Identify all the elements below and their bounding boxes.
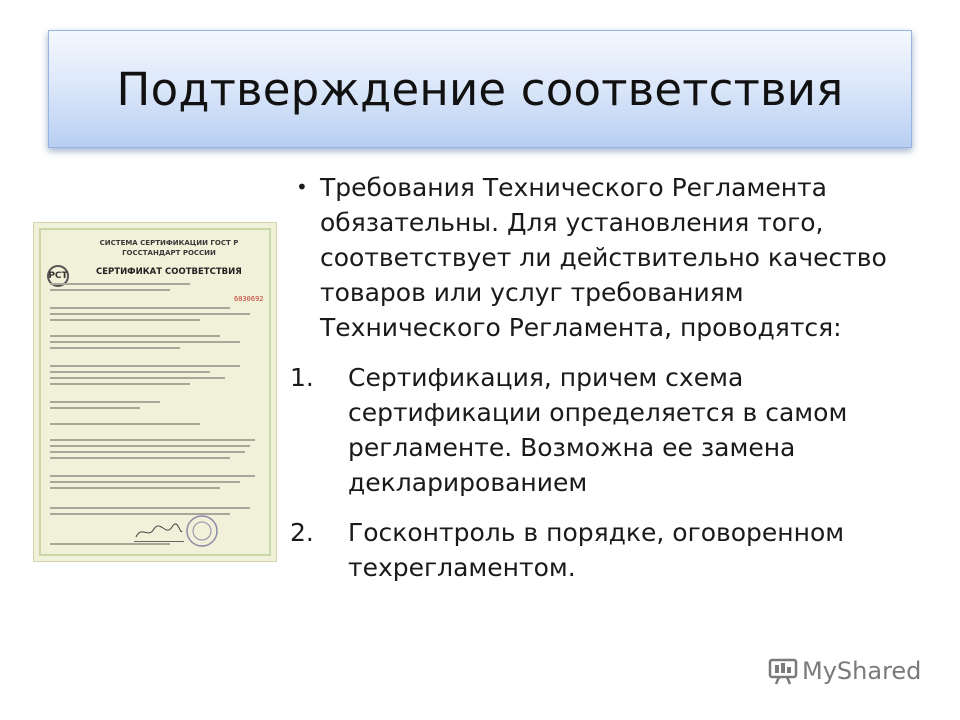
certificate-text-line — [50, 401, 160, 403]
bullet-marker: • — [296, 175, 308, 199]
slide-content — [290, 170, 915, 600]
certificate-text-line — [50, 319, 200, 321]
certificate-text-line — [50, 487, 220, 489]
numbered-list — [290, 360, 915, 585]
certificate-image — [33, 222, 277, 562]
certificate-text-line — [50, 445, 250, 447]
certificate-text-line — [50, 457, 230, 459]
certificate-text-line — [50, 347, 180, 349]
certificate-logo: РСТ — [47, 265, 69, 287]
certificate-text-line — [50, 283, 190, 285]
slide-title: Подтверждение соответствия — [116, 62, 844, 116]
certificate-text-line — [50, 507, 250, 509]
certificate-text-line — [50, 481, 240, 483]
certificate-text-line — [50, 371, 210, 373]
bullet-paragraph — [290, 170, 915, 345]
certificate-text-line — [50, 341, 240, 343]
certificate-text-line — [50, 383, 190, 385]
certificate-text-line — [50, 289, 170, 291]
certificate-serial: 6030692 — [234, 295, 264, 303]
certificate-text-line — [50, 377, 225, 379]
certificate-signature — [134, 523, 184, 542]
certificate-main-title: СЕРТИФИКАТ СООТВЕТСТВИЯ — [96, 267, 242, 277]
certificate-header-line1: СИСТЕМА СЕРТИФИКАЦИИ ГОСТ Р — [99, 239, 239, 247]
certificate-text-line — [50, 365, 240, 367]
certificate-text-line — [50, 335, 220, 337]
slide-title-box — [48, 30, 912, 148]
numbered-item-text: Сертификация, причем схема сертификации определяется в самом регламенте. Возможна ее замена декларированием — [348, 363, 848, 497]
numbered-item-text: Госконтроль в порядке, оговоренном техрегламентом. — [348, 518, 845, 582]
numbered-item-marker: 2. — [290, 518, 314, 547]
watermark — [768, 656, 921, 686]
certificate-text-line — [50, 307, 230, 309]
numbered-item — [290, 360, 915, 500]
presentation-icon — [768, 657, 798, 685]
bullet-text: Требования Технического Регламента обязательны. Для установления того, соответствует ли действительно качество товаров или услуг требованиям Технического Регламента, проводятся: — [320, 173, 887, 342]
certificate-stamp-icon — [184, 513, 220, 549]
watermark-text: MyShared — [802, 657, 922, 685]
certificate-text-line — [50, 439, 255, 441]
certificate-header-line2: ГОССТАНДАРТ РОССИИ — [122, 249, 216, 257]
certificate-text-line — [50, 423, 200, 425]
certificate-text-line — [50, 543, 170, 545]
numbered-item — [290, 515, 915, 585]
certificate-text-line — [50, 313, 250, 315]
certificate-text-line — [50, 407, 140, 409]
certificate-text-line — [50, 451, 245, 453]
certificate-text-line — [50, 475, 255, 477]
numbered-item-marker: 1. — [290, 363, 314, 392]
